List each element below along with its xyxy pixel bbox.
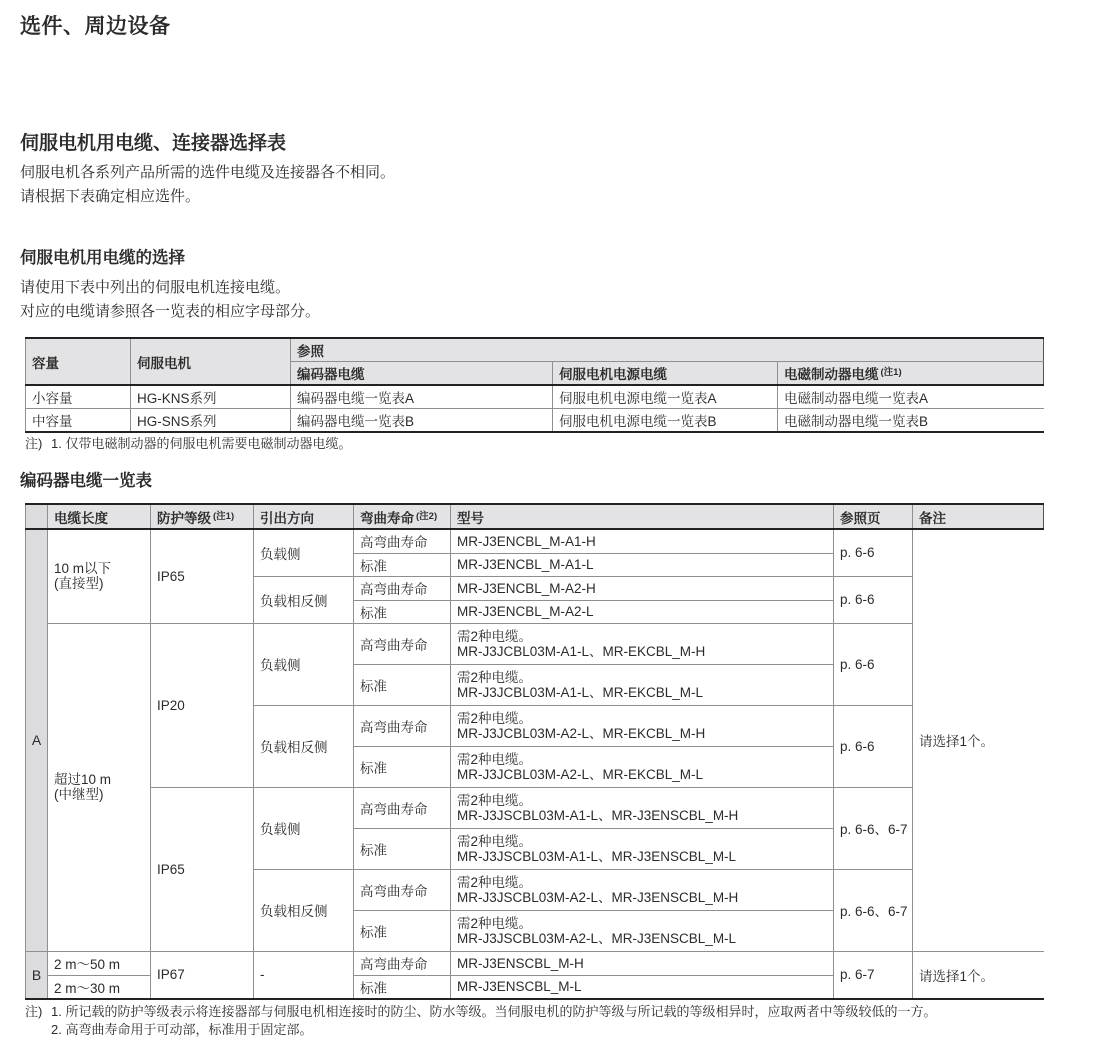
cell-bend-life: 标准 [354,910,451,951]
cell-reference-page: p. 6-6 [834,529,913,576]
cell-protection-rating: IP65 [151,529,254,623]
cell-reference-page: p. 6-6、6-7 [834,787,913,869]
cell-model: 需2种电缆。 MR-J3JSCBL03M-A2-L、MR-J3ENSCBL_M-L [451,910,834,951]
cell-remarks: 请选择1个。 [913,951,1044,999]
subsection-heading-cable-selection: 伺服电机用电缆的选择 [20,249,185,267]
cell-bend-life: 高弯曲寿命 [354,869,451,910]
col-header-group [26,504,48,529]
subsection-heading-encoder-cable-list: 编码器电缆一览表 [20,472,152,490]
col-header-encoder-cable: 编码器电缆 [291,362,553,386]
cell-model: 需2种电缆。 MR-J3JCBL03M-A2-L、MR-EKCBL_M-L [451,746,834,787]
cell-protection-rating: IP20 [151,623,254,787]
cell-bend-life: 高弯曲寿命 [354,787,451,828]
table-row [26,787,1044,828]
note-text: 1. 仅带电磁制动器的伺服电机需要电磁制动器电缆。 [51,436,352,451]
cell-bend-life: 标准 [354,828,451,869]
col-header-brake-cable: 电磁制动器电缆 $^{(注1)}$ [778,362,1044,386]
section-heading-cable-connector-selection: 伺服电机用电缆、连接器选择表 [20,133,287,154]
intro-line-1: 伺服电机各系列产品所需的选件电缆及连接器各不相同。 [20,164,396,181]
cell-lead-direction: 负载侧 [254,623,354,705]
cell-capacity: 中容量 [26,409,131,433]
cell-power-list: 伺服电机电源电缆一览表A [553,385,778,409]
cell-bend-life: 标准 [354,746,451,787]
footnote-2: 2. 高弯曲寿命用于可动部，标准用于固定部。 [51,1021,313,1037]
cell-bend-life: 高弯曲寿命 [354,705,451,746]
cell-encoder-list: 编码器电缆一览表B [291,409,553,433]
cell-brake-list: 电磁制动器电缆一览表B [778,409,1044,433]
cell-model: MR-J3ENSCBL_M-H [451,951,834,975]
table-row [26,623,1044,664]
col-header-servo-motor: 伺服电机 [131,338,291,385]
cell-bend-life: 高弯曲寿命 [354,951,451,975]
cell-power-list: 伺服电机电源电缆一览表B [553,409,778,433]
cell-model: 需2种电缆。 MR-J3JCBL03M-A1-L、MR-EKCBL_M-H [451,623,834,664]
selection-table-note [25,435,351,453]
col-header-protection-rating: 防护等级 $^{(注1)}$ [151,504,254,529]
encoder-cable-table [25,503,1044,1000]
cell-group-letter: B [26,951,48,999]
cell-servo-series: HG-KNS系列 [131,385,291,409]
cell-model: MR-J3ENCBL_M-A2-H [451,576,834,600]
col-header-model: 型号 [451,504,834,529]
cell-bend-life: 标准 [354,975,451,999]
cell-group-letter: A [26,529,48,951]
cell-model: 需2种电缆。 MR-J3JSCBL03M-A1-L、MR-J3ENSCBL_M-L [451,828,834,869]
table-row [26,951,1044,975]
encoder-table-footnotes [25,1003,936,1038]
cell-lead-direction: 负载侧 [254,529,354,576]
footnote-ref-2: (注2) [416,510,438,522]
table-row [26,409,1044,433]
table-row [26,385,1044,409]
col-header-bend-life: 弯曲寿命 $^{(注2)}$ [354,504,451,529]
footnote-ref-1: (注1) [213,510,235,522]
cell-reference-page: p. 6-6 [834,576,913,623]
cell-reference-page: p. 6-6 [834,705,913,787]
cell-bend-life: 标准 [354,664,451,705]
col-header-cable-length: 电缆长度 [48,504,151,529]
cell-model: 需2种电缆。 MR-J3JSCBL03M-A1-L、MR-J3ENSCBL_M-H [451,787,834,828]
cell-lead-direction: 负载相反侧 [254,705,354,787]
cell-protection-rating: IP67 [151,951,254,999]
cell-lead-direction: - [254,951,354,999]
cell-servo-series: HG-SNS系列 [131,409,291,433]
footnote-1: 1. 所记载的防护等级表示将连接器部与伺服电机相连接时的防尘、防水等级。当伺服电机的防护等级与所记载的等级相异时，应取两者中等级较低的一方。 [51,1004,937,1019]
cell-protection-rating: IP65 [151,787,254,951]
col-header-reference-page: 参照页 [834,504,913,529]
cell-lead-direction: 负载相反侧 [254,576,354,623]
cell-remarks: 请选择1个。 [913,529,1044,951]
cable-selection-line-2: 对应的电缆请参照各一览表的相应字母部分。 [20,303,321,320]
cell-brake-list: 电磁制动器电缆一览表A [778,385,1044,409]
cell-encoder-list: 编码器电缆一览表A [291,385,553,409]
cell-cable-length: 2 m～30 m [48,975,151,999]
cell-cable-length: 超过10 m (中继型) [48,623,151,951]
cell-bend-life: 高弯曲寿命 [354,529,451,553]
cell-reference-page: p. 6-6 [834,623,913,705]
cell-bend-life: 标准 [354,600,451,623]
footnote-label: 注) [25,1004,43,1019]
cell-bend-life: 高弯曲寿命 [354,576,451,600]
cell-model: MR-J3ENCBL_M-A1-L [451,553,834,576]
col-header-remarks: 备注 [913,504,1044,529]
cell-model: 需2种电缆。 MR-J3JCBL03M-A2-L、MR-EKCBL_M-H [451,705,834,746]
cell-bend-life: 标准 [354,553,451,576]
cell-reference-page: p. 6-6、6-7 [834,869,913,951]
selection-table [25,337,1044,433]
page-title: 选件、周边设备 [20,15,171,38]
cell-cable-length: 2 m～50 m [48,951,151,975]
table-row [26,529,1044,553]
col-header-reference: 参照 [291,338,1044,362]
footnote-ref-1: (注1) [880,367,902,378]
cell-reference-page: p. 6-7 [834,951,913,999]
cable-selection-line-1: 请使用下表中列出的伺服电机连接电缆。 [20,279,291,296]
cell-bend-life: 高弯曲寿命 [354,623,451,664]
note-label: 注) [25,436,43,451]
cell-model: MR-J3ENCBL_M-A1-H [451,529,834,553]
cell-cable-length: 10 m以下 (直接型) [48,529,151,623]
col-header-lead-direction: 引出方向 [254,504,354,529]
cell-model: MR-J3ENCBL_M-A2-L [451,600,834,623]
cell-lead-direction: 负载相反侧 [254,869,354,951]
intro-line-2: 请根据下表确定相应选件。 [20,188,201,205]
cell-capacity: 小容量 [26,385,131,409]
cell-lead-direction: 负载侧 [254,787,354,869]
cell-model: 需2种电缆。 MR-J3JSCBL03M-A2-L、MR-J3ENSCBL_M-H [451,869,834,910]
cell-model: 需2种电缆。 MR-J3JCBL03M-A1-L、MR-EKCBL_M-L [451,664,834,705]
col-header-power-cable: 伺服电机电源电缆 [553,362,778,386]
col-header-capacity: 容量 [26,338,131,385]
cell-model: MR-J3ENSCBL_M-L [451,975,834,999]
